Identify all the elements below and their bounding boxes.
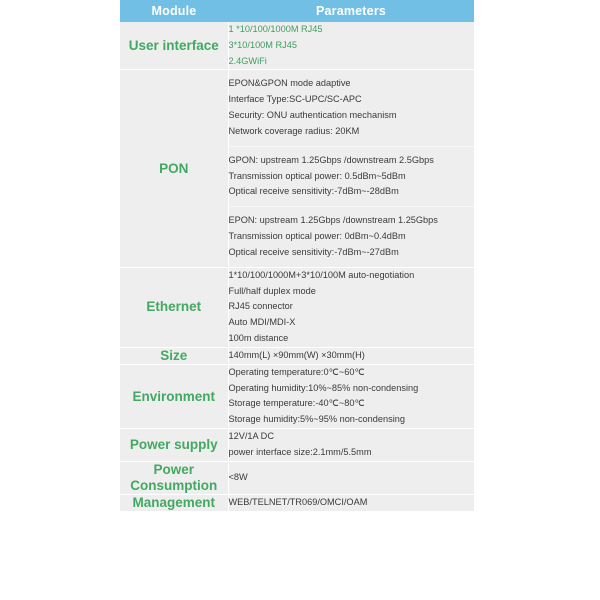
parameter-line: Security: ONU authentication mechanism — [228, 110, 397, 121]
parameter-line: EPON: upstream 1.25Gbps /downstream 1.25Gbps — [228, 215, 438, 226]
table-row — [120, 70, 474, 267]
parameter-line: WEB/TELNET/TR069/OMCI/OAM — [228, 496, 368, 507]
parameter-block — [229, 146, 475, 206]
parameters-cell — [228, 70, 474, 267]
table-row — [120, 494, 474, 511]
parameters-cell — [228, 429, 474, 462]
module-cell: Environment — [120, 364, 228, 428]
parameter-line: EPON&GPON mode adaptive — [228, 78, 351, 89]
parameter-line: <8W — [228, 471, 248, 482]
parameter-block — [229, 268, 475, 347]
parameters-cell — [228, 494, 474, 511]
parameter-line: 1 *10/100/1000M RJ45 — [228, 24, 323, 34]
parameter-line: RJ45 connector — [228, 301, 293, 312]
table-row — [120, 461, 474, 494]
parameter-line: 140mm(L) ×90mm(W) ×30mm(H) — [228, 349, 365, 360]
parameter-line: 2.4GWiFi — [228, 55, 267, 66]
parameter-block — [229, 470, 475, 486]
module-cell: User interface — [120, 22, 228, 70]
parameter-line: Storage temperature:-40℃~80℃ — [228, 398, 365, 409]
specification-table — [120, 0, 474, 512]
table-header — [120, 0, 474, 22]
parameter-line: Full/half duplex mode — [228, 285, 316, 296]
column-header-module: Module — [151, 4, 197, 18]
parameter-block — [229, 429, 475, 461]
parameter-block — [229, 206, 475, 266]
parameter-block — [229, 22, 475, 69]
table-row — [120, 267, 474, 347]
parameter-line: Optical receive sensitivity:-7dBm~-27dBm — [228, 246, 399, 257]
module-cell: Power Consumption — [120, 461, 228, 494]
parameter-block — [229, 365, 475, 428]
parameters-cell — [228, 461, 474, 494]
table-body — [120, 22, 474, 511]
parameter-line: Auto MDI/MDI-X — [228, 317, 296, 328]
parameter-line: power interface size:2.1mm/5.5mm — [228, 446, 372, 457]
module-cell: Ethernet — [120, 267, 228, 347]
parameter-line: Operating temperature:0℃~60℃ — [228, 366, 365, 377]
parameter-line: Interface Type:SC-UPC/SC-APC — [228, 94, 362, 105]
parameter-block — [229, 495, 475, 511]
parameters-cell — [228, 364, 474, 428]
parameter-block — [229, 70, 475, 145]
table-row — [120, 347, 474, 364]
parameter-line: Transmission optical power: 0.5dBm~5dBm — [228, 170, 406, 181]
table-row — [120, 364, 474, 428]
parameters-cell — [228, 347, 474, 364]
parameter-line: 1*10/100/1000M+3*10/100M auto-negotiation — [228, 269, 415, 280]
parameter-line: Transmission optical power: 0dBm~0.4dBm — [228, 231, 406, 242]
table-row — [120, 22, 474, 70]
module-cell: PON — [120, 70, 228, 267]
column-header-parameters: Parameters — [315, 4, 387, 18]
parameter-line: 100m distance — [228, 333, 289, 344]
parameters-cell — [228, 22, 474, 70]
table-row — [120, 429, 474, 462]
table-header-row — [120, 0, 474, 22]
module-cell: Size — [120, 347, 228, 364]
parameter-line: 3*10/100M RJ45 — [228, 39, 297, 50]
parameter-line: Storage humidity:5%~95% non-condensing — [228, 414, 405, 425]
parameter-line: Operating humidity:10%~85% non-condensing — [228, 382, 419, 393]
parameter-line: 12V/1A DC — [228, 431, 274, 442]
parameter-block — [229, 348, 475, 364]
parameter-line: Optical receive sensitivity:-7dBm~-28dBm — [228, 186, 399, 197]
module-cell: Power supply — [120, 429, 228, 462]
parameter-line: GPON: upstream 1.25Gbps /downstream 2.5Gbps — [228, 154, 434, 165]
parameters-cell — [228, 267, 474, 347]
module-cell: Management — [120, 494, 228, 511]
parameter-line: Network coverage radius: 20KM — [228, 125, 360, 136]
